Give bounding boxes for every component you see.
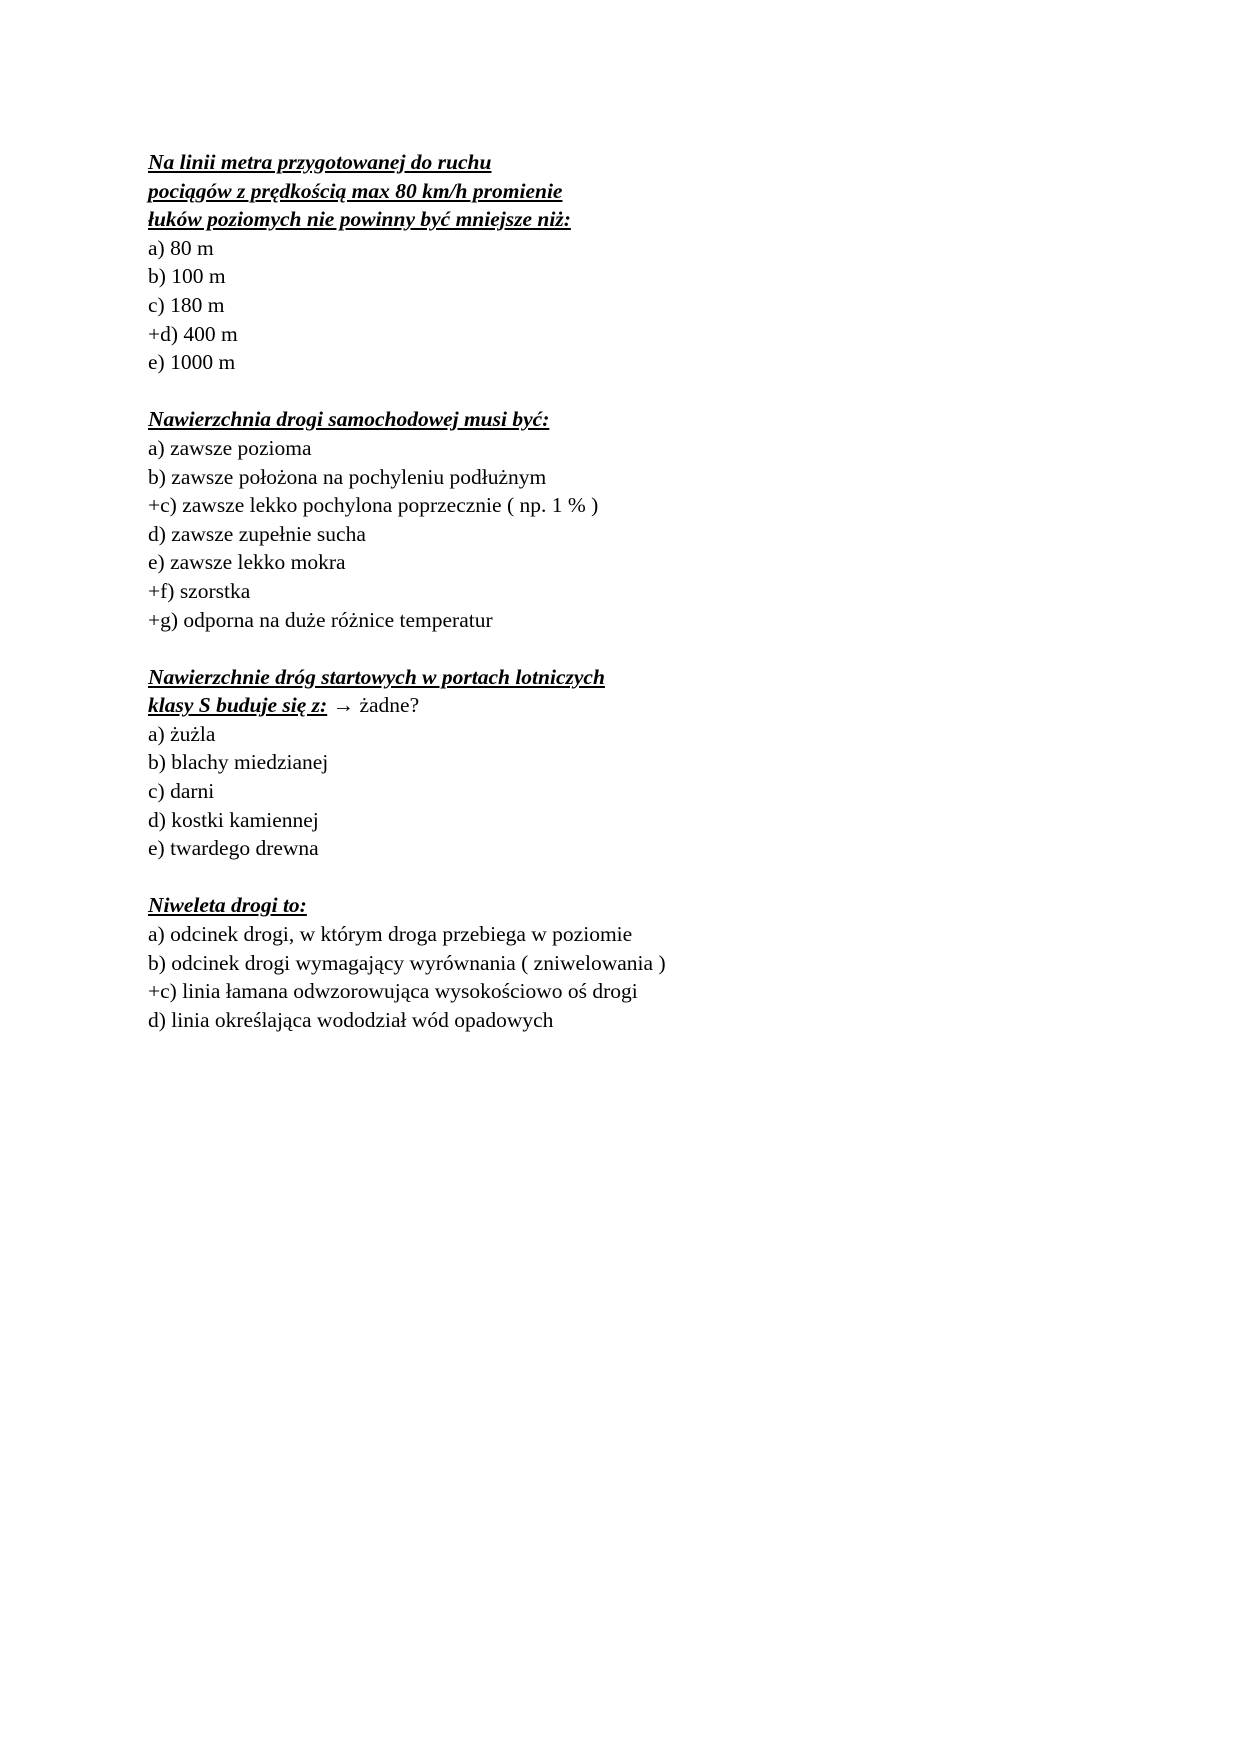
question-title: Na linii metra przygotowanej do ruchu bbox=[148, 150, 492, 174]
answer-option: b) odcinek drogi wymagający wyrównania ( zniwelowania ) bbox=[148, 950, 666, 975]
answer-option: a) 80 m bbox=[148, 235, 214, 260]
answer-option: d) kostki kamiennej bbox=[148, 807, 319, 832]
question-3 bbox=[148, 663, 1148, 863]
answer-option: b) blachy miedzianej bbox=[148, 750, 329, 775]
question-title: łuków poziomych nie powinny być mniejsze niż: bbox=[148, 207, 571, 232]
answer-option-correct: +c) linia łamana odwzorowująca wysokościowo oś drogi bbox=[148, 979, 638, 1004]
question-1 bbox=[148, 148, 1148, 377]
answer-option: a) żużla bbox=[148, 721, 216, 746]
answer-option-correct: +f) szorstka bbox=[148, 578, 251, 603]
answer-option: d) zawsze zupełnie sucha bbox=[148, 521, 366, 546]
answer-option: b) 100 m bbox=[148, 264, 226, 289]
question-title-line bbox=[148, 205, 1148, 234]
answer-option: a) odcinek drogi, w którym droga przebiega w poziomie bbox=[148, 922, 633, 947]
question-title-line bbox=[148, 663, 1148, 692]
question-title: pociągów z prędkością max 80 km/h promienie bbox=[148, 178, 563, 203]
question-title-line bbox=[148, 891, 1148, 920]
answer-option: c) darni bbox=[148, 779, 215, 804]
question-title: klasy S buduje się z: bbox=[148, 693, 328, 718]
answer-option: e) twardego drewna bbox=[148, 836, 319, 861]
question-note: → żadne? bbox=[327, 693, 420, 718]
answer-option-correct: +d) 400 m bbox=[148, 321, 238, 346]
document-page bbox=[148, 148, 1148, 1063]
question-title: Niweleta drogi to: bbox=[148, 893, 307, 918]
answer-option: a) zawsze pozioma bbox=[148, 435, 312, 460]
answer-option-correct: +c) zawsze lekko pochylona poprzecznie ( np. 1 % ) bbox=[148, 493, 599, 518]
question-title-line bbox=[148, 691, 1148, 720]
answer-option: d) linia określająca wododział wód opadowych bbox=[148, 1007, 554, 1032]
question-title-line bbox=[148, 177, 1148, 206]
question-2 bbox=[148, 405, 1148, 634]
question-title: Nawierzchnia drogi samochodowej musi być: bbox=[148, 407, 550, 432]
answer-option: e) zawsze lekko mokra bbox=[148, 550, 346, 575]
answer-option: b) zawsze położona na pochyleniu podłużnym bbox=[148, 464, 547, 489]
question-title-line bbox=[148, 148, 1148, 177]
question-4 bbox=[148, 891, 1148, 1034]
answer-option: e) 1000 m bbox=[148, 350, 236, 375]
question-title: Nawierzchnie dróg startowych w portach lotniczych bbox=[148, 664, 605, 689]
answer-option: c) 180 m bbox=[148, 292, 225, 317]
question-title-line bbox=[148, 405, 1148, 434]
answer-option-correct: +g) odporna na duże różnice temperatur bbox=[148, 607, 493, 632]
